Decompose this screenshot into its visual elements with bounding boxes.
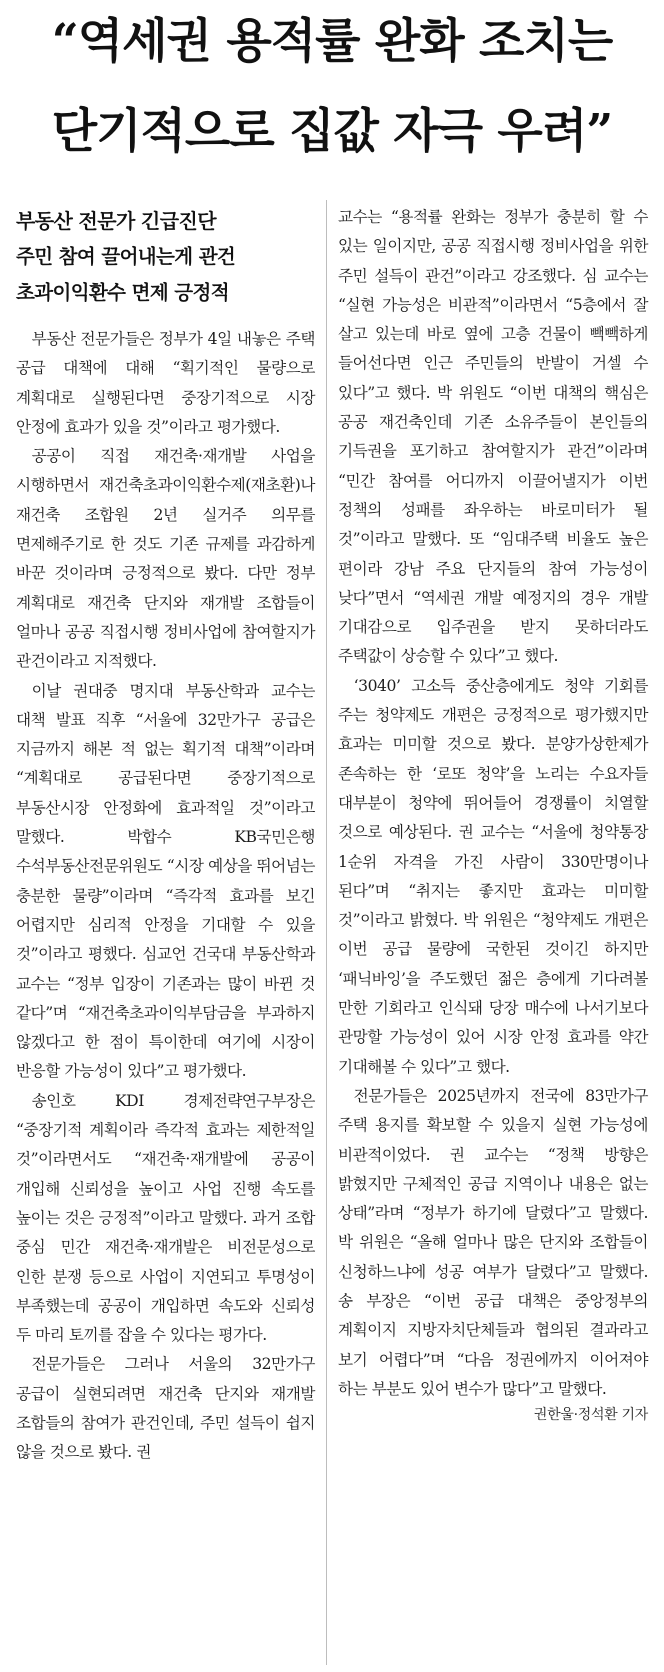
- paragraph: 이날 권대중 명지대 부동산학과 교수는 대책 발표 직후 “서울에 32만가구 공급은 지금까지 해본 적 없는 획기적 대책”이라며 “계획대로 공급된다면 중장기적으로 부동산시장 안정화에 효과적일 것”이라고 말했다. 박합수 KB국민은행 수석부동산전문위원도 “시장 예상을 뛰어넘는 충분한 물량”이라며 “즉각적 효과를 보긴 어렵지만 심리적 안정을 기대할 수 있을 것”이라고 평했다. 심교언 건국대 부동산학과 교수는 “정부 입장이 기존과는 많이 바뀐 것 같다”며 “재건축초과이익부담금을 부과하지 않겠다고 한 점이 특이한데 여기에 시장이 반응할 가능성이 있다”고 평가했다.: [16, 681, 315, 1081]
- column-divider: [326, 200, 327, 1665]
- byline: 권한울·정석환 기자: [533, 1407, 648, 1424]
- paragraph: 부동산 전문가들은 정부가 4일 내놓은 주택 공급 대책에 대해 “획기적인 물량으로 계획대로 실행된다면 중장기적으로 시장 안정에 효과가 있을 것”이라고 평가했다.: [16, 330, 315, 436]
- headline: [0, 0, 664, 162]
- paragraph: 전문가들은 2025년까지 전국에 83만가구 주택 용지를 확보할 수 있을지 실현 가능성에 비관적이었다. 권 교수는 “정책 방향은 밝혔지만 구체적인 공급 지역이나 내용은 없는 상태”라며 “정부가 하기에 달렸다”고 말했다. 박 위원은 “올해 얼마나 많은 단지와 조합들이 신청하느냐에 성공 여부가 달렸다”고 말했다. 송 부장은 “이번 공급 대책은 중앙정부의 계획이지 지방자치단체들과 협의된 결과라고 보기 어렵다”며 “다음 정권에까지 이어져야 하는 부분도 있어 변수가 많다”고 말했다.: [338, 1086, 648, 1398]
- headline-line-1: “역세권 용적률 완화 조치는: [51, 14, 613, 69]
- paragraph: 전문가들은 그러나 서울의 32만가구 공급이 실현되려면 재건축 단지와 재개발 조합들의 참여가 관건인데, 주민 설득이 쉽지 않을 것으로 봤다. 권: [16, 1355, 315, 1462]
- paragraph: ‘3040’ 고소득 중산층에게도 청약 기회를 주는 청약제도 개편은 긍정적으로 평가했지만 효과는 미미할 것으로 봤다. 분양가상한제가 존속하는 한 ‘로또 청약’을 노리는 수요자들 대부분이 청약에 뛰어들어 경쟁률이 치열할 것으로 예상된다. 권 교수는 “서울에 청약통장 1순위 자격을 가진 사람이 330만명이나 된다”며 “취지는 좋지만 효과는 미미할 것”이라고 밝혔다. 박 위원은 “청약제도 개편은 이번 공급 물량에 국한된 것이긴 하지만 ‘패닉바잉’을 주도했던 젊은 층에게 기다려볼 만한 기회라고 인식돼 당장 매수에 나서기보다 관망할 가능성이 있어 시장 안정 효과를 약간 기대해볼 수 있다”고 했다.: [338, 676, 648, 1076]
- subheads: [16, 203, 315, 311]
- headline-line-2: 단기적으로 집값 자극 우려”: [51, 104, 613, 159]
- subhead-3: 초과이익환수 면제 긍정적: [16, 281, 229, 304]
- subhead-2: 주민 참여 끌어내는게 관건: [16, 245, 236, 268]
- article-right-column: [338, 203, 648, 1424]
- article-left-column: [16, 203, 315, 1468]
- subhead-1: 부동산 전문가 긴급진단: [16, 209, 216, 233]
- paragraph: 공공이 직접 재건축·재개발 사업을 시행하면서 재건축초과이익환수제(재초환)나 재건축 조합원 2년 실거주 의무를 면제해주기로 한 것도 기존 규제를 과감하게 바꾼 것이라며 긍정적으로 봤다. 다만 정부 계획대로 재건축 단지와 재개발 조합들이 얼마나 공공 직접시행 정비사업에 참여할지가 관건이라고 지적했다.: [16, 447, 315, 671]
- paragraph: 송인호 KDI 경제전략연구부장은 “중장기적 계획이라 즉각적 효과는 제한적일 것”이라면서도 “재건축·재개발에 공공이 개입해 신뢰성을 높이고 사업 진행 속도를 높이는 것은 긍정적”이라고 말했다. 과거 조합 중심 민간 재건축·재개발은 비전문성으로 인한 분쟁 등으로 사업이 지연되고 투명성이 부족했는데 공공이 개입하면 속도와 신뢰성 두 마리 토끼를 잡을 수 있다는 평가다.: [16, 1091, 315, 1345]
- paragraph: 교수는 “용적률 완화는 정부가 충분히 할 수 있는 일이지만, 공공 직접시행 정비사업을 위한 주민 설득이 관건”이라고 강조했다. 심 교수는 “실현 가능성은 비관적”이라면서 “5층에서 잘 살고 있는데 바로 옆에 고층 건물이 빽빽하게 들어선다면 인근 주민들의 반발이 거셀 수 있다”고 했다. 박 위원도 “이번 대책의 핵심은 공공 재건축인데 기존 소유주들이 본인들의 기득권을 포기하고 참여할지가 관건”이라며 “민간 참여를 어디까지 이끌어낼지가 이번 정책의 성패를 좌우하는 바로미터가 될 것”이라고 말했다. 또 “임대주택 비율도 높은 편이라 강남 주요 단지들의 참여 가능성이 낮다”면서 “역세권 개발 예정지의 경우 개발 기대감으로 입주권을 받지 못하더라도 주택값이 상승할 수 있다”고 했다.: [338, 208, 648, 666]
